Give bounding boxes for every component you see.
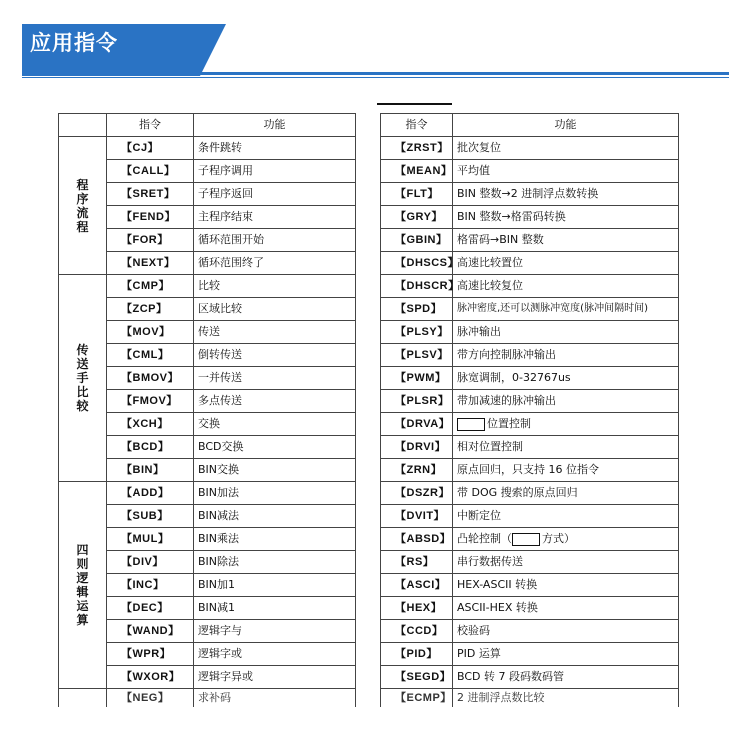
instruction-cell: 【DHSCR】 bbox=[381, 275, 453, 298]
function-cell: 循环范围开始 bbox=[194, 229, 356, 252]
function-cell: 相对位置控制 bbox=[453, 436, 679, 459]
function-cell: 逻辑字与 bbox=[194, 620, 356, 643]
instruction-cell: 【ZCP】 bbox=[107, 298, 194, 321]
function-text: 方式） bbox=[542, 532, 575, 545]
table-row bbox=[381, 505, 679, 528]
function-cell: BCD 转 7 段码数码管 bbox=[453, 666, 679, 689]
instruction-cell: 【XCH】 bbox=[107, 413, 194, 436]
category-cell bbox=[59, 482, 107, 689]
instruction-cell: 【WXOR】 bbox=[107, 666, 194, 689]
category-cell bbox=[59, 137, 107, 275]
table-row bbox=[381, 459, 679, 482]
table-header-row bbox=[381, 114, 679, 137]
function-cell: 子程序返回 bbox=[194, 183, 356, 206]
table-row bbox=[381, 160, 679, 183]
function-cell: 串行数据传送 bbox=[453, 551, 679, 574]
instruction-cell: 【SRET】 bbox=[107, 183, 194, 206]
top-line-mark bbox=[377, 103, 452, 105]
function-cell: HEX-ASCII 转换 bbox=[453, 574, 679, 597]
function-cell: 带 DOG 搜索的原点回归 bbox=[453, 482, 679, 505]
right-table-body bbox=[381, 137, 679, 708]
instruction-cell: 【WAND】 bbox=[107, 620, 194, 643]
left-table-body bbox=[59, 137, 356, 708]
function-cell: 中断定位 bbox=[453, 505, 679, 528]
instruction-cell: 【FLT】 bbox=[381, 183, 453, 206]
function-cell: BIN乘法 bbox=[194, 528, 356, 551]
instruction-cell: 【INC】 bbox=[107, 574, 194, 597]
function-cell: BIN除法 bbox=[194, 551, 356, 574]
instruction-cell: 【DEC】 bbox=[107, 597, 194, 620]
table-row bbox=[381, 666, 679, 689]
function-cell: BIN加1 bbox=[194, 574, 356, 597]
instruction-cell: 【CML】 bbox=[107, 344, 194, 367]
function-cell: BIN交换 bbox=[194, 459, 356, 482]
category-label: 四则逻辑运算 bbox=[76, 543, 89, 627]
header-banner-tail bbox=[200, 24, 226, 76]
header-function: 功能 bbox=[453, 114, 679, 137]
header-instruction: 指令 bbox=[107, 114, 194, 137]
instruction-cell: 【WPR】 bbox=[107, 643, 194, 666]
function-cell bbox=[453, 413, 679, 436]
function-cell bbox=[453, 528, 679, 551]
function-cell: 求补码 bbox=[194, 689, 356, 708]
instruction-cell: 【BIN】 bbox=[107, 459, 194, 482]
instruction-cell: 【DHSCS】 bbox=[381, 252, 453, 275]
instruction-cell: 【MUL】 bbox=[107, 528, 194, 551]
function-cell: BCD交换 bbox=[194, 436, 356, 459]
function-cell: 倒转传送 bbox=[194, 344, 356, 367]
instruction-cell: 【PLSY】 bbox=[381, 321, 453, 344]
table-row bbox=[381, 275, 679, 298]
function-cell: BIN 整数→2 进制浮点数转换 bbox=[453, 183, 679, 206]
instruction-cell: 【CMP】 bbox=[107, 275, 194, 298]
table-row bbox=[381, 206, 679, 229]
function-cell: BIN减1 bbox=[194, 597, 356, 620]
function-cell: PID 运算 bbox=[453, 643, 679, 666]
instruction-cell: 【DRVA】 bbox=[381, 413, 453, 436]
page-title: 应用指令 bbox=[30, 31, 118, 55]
function-cell: 格雷码→BIN 整数 bbox=[453, 229, 679, 252]
instruction-cell: 【PID】 bbox=[381, 643, 453, 666]
function-cell: 条件跳转 bbox=[194, 137, 356, 160]
function-cell: 主程序结束 bbox=[194, 206, 356, 229]
header-function: 功能 bbox=[194, 114, 356, 137]
instruction-cell: 【BMOV】 bbox=[107, 367, 194, 390]
instruction-cell: 【DIV】 bbox=[107, 551, 194, 574]
table-row bbox=[381, 344, 679, 367]
function-cell: 比较 bbox=[194, 275, 356, 298]
function-cell: 高速比较复位 bbox=[453, 275, 679, 298]
table-row bbox=[381, 229, 679, 252]
instruction-cell: 【NEXT】 bbox=[107, 252, 194, 275]
header-instruction: 指令 bbox=[381, 114, 453, 137]
table-row-cut bbox=[59, 689, 356, 708]
table-row bbox=[381, 137, 679, 160]
table-row bbox=[381, 321, 679, 344]
function-cell: 校验码 bbox=[453, 620, 679, 643]
function-cell: BIN减法 bbox=[194, 505, 356, 528]
instruction-cell: 【ASCI】 bbox=[381, 574, 453, 597]
function-cell: 循环范围终了 bbox=[194, 252, 356, 275]
instruction-cell: 【MEAN】 bbox=[381, 160, 453, 183]
instruction-cell: 【HEX】 bbox=[381, 597, 453, 620]
table-row bbox=[381, 574, 679, 597]
instruction-cell: 【SPD】 bbox=[381, 298, 453, 321]
function-cell: 原点回归，只支持 16 位指令 bbox=[453, 459, 679, 482]
instruction-cell: 【CALL】 bbox=[107, 160, 194, 183]
function-cell: BIN加法 bbox=[194, 482, 356, 505]
function-cell: 逻辑字或 bbox=[194, 643, 356, 666]
function-cell: 带方向控制脉冲输出 bbox=[453, 344, 679, 367]
table-row bbox=[381, 298, 679, 321]
instruction-cell: 【CCD】 bbox=[381, 620, 453, 643]
function-text: 位置控制 bbox=[487, 417, 531, 430]
left-instruction-table bbox=[58, 113, 356, 707]
instruction-cell: 【ABSD】 bbox=[381, 528, 453, 551]
function-cell: 批次复位 bbox=[453, 137, 679, 160]
function-cell: 脉冲密度,还可以测脉冲宽度(脉冲间隔时间) bbox=[453, 298, 679, 321]
table-row bbox=[381, 367, 679, 390]
function-cell: 2 进制浮点数比较 bbox=[453, 689, 679, 708]
instruction-cell: 【GBIN】 bbox=[381, 229, 453, 252]
header-rule-thin bbox=[22, 77, 729, 78]
function-cell: 逻辑字异或 bbox=[194, 666, 356, 689]
function-cell: ASCII-HEX 转换 bbox=[453, 597, 679, 620]
header-category-cell bbox=[59, 114, 107, 137]
instruction-cell: 【FMOV】 bbox=[107, 390, 194, 413]
instruction-cell: 【ZRN】 bbox=[381, 459, 453, 482]
table-row bbox=[381, 252, 679, 275]
function-cell: 平均值 bbox=[453, 160, 679, 183]
instruction-cell: 【NEG】 bbox=[107, 689, 194, 708]
table-row bbox=[59, 482, 356, 505]
table-row bbox=[381, 643, 679, 666]
table-header-row bbox=[59, 114, 356, 137]
function-cell: 高速比较置位 bbox=[453, 252, 679, 275]
table-row bbox=[381, 436, 679, 459]
instruction-cell: 【FOR】 bbox=[107, 229, 194, 252]
instruction-cell: 【GRY】 bbox=[381, 206, 453, 229]
instruction-cell: 【BCD】 bbox=[107, 436, 194, 459]
function-cell: 脉冲输出 bbox=[453, 321, 679, 344]
table-row bbox=[381, 413, 679, 436]
instruction-cell: 【ZRST】 bbox=[381, 137, 453, 160]
instruction-cell: 【PLSV】 bbox=[381, 344, 453, 367]
table-row bbox=[381, 183, 679, 206]
table-row bbox=[381, 597, 679, 620]
function-cell: 区域比较 bbox=[194, 298, 356, 321]
function-cell: 脉宽调制，0-32767us bbox=[453, 367, 679, 390]
instruction-cell: 【MOV】 bbox=[107, 321, 194, 344]
category-cell bbox=[59, 275, 107, 482]
instruction-cell: 【DRVI】 bbox=[381, 436, 453, 459]
right-instruction-table bbox=[380, 113, 679, 707]
instruction-cell: 【SUB】 bbox=[107, 505, 194, 528]
category-cell bbox=[59, 689, 107, 708]
header-rule bbox=[22, 72, 729, 75]
function-text: 凸轮控制（ bbox=[457, 532, 512, 545]
function-cell: 多点传送 bbox=[194, 390, 356, 413]
instruction-cell: 【CJ】 bbox=[107, 137, 194, 160]
table-row bbox=[59, 137, 356, 160]
instruction-cell: 【DVIT】 bbox=[381, 505, 453, 528]
table-row bbox=[59, 275, 356, 298]
function-cell: 带加减速的脉冲输出 bbox=[453, 390, 679, 413]
instruction-cell: 【ADD】 bbox=[107, 482, 194, 505]
table-row bbox=[381, 528, 679, 551]
instruction-cell: 【DSZR】 bbox=[381, 482, 453, 505]
function-cell: 一并传送 bbox=[194, 367, 356, 390]
instruction-cell: 【RS】 bbox=[381, 551, 453, 574]
function-cell: 交换 bbox=[194, 413, 356, 436]
table-row bbox=[381, 482, 679, 505]
instruction-cell: 【PWM】 bbox=[381, 367, 453, 390]
instruction-cell: 【ECMP】 bbox=[381, 689, 453, 708]
table-row-cut bbox=[381, 689, 679, 708]
category-label: 程序流程 bbox=[76, 177, 89, 234]
category-label: 传送手比较 bbox=[76, 343, 89, 413]
instruction-cell: 【SEGD】 bbox=[381, 666, 453, 689]
table-row bbox=[381, 390, 679, 413]
blank-box-mark bbox=[457, 418, 485, 431]
function-cell: 子程序调用 bbox=[194, 160, 356, 183]
function-cell: 传送 bbox=[194, 321, 356, 344]
table-row bbox=[381, 620, 679, 643]
function-cell: BIN 整数→格雷码转换 bbox=[453, 206, 679, 229]
blank-box-mark bbox=[512, 533, 540, 546]
table-row bbox=[381, 551, 679, 574]
instruction-cell: 【FEND】 bbox=[107, 206, 194, 229]
instruction-cell: 【PLSR】 bbox=[381, 390, 453, 413]
